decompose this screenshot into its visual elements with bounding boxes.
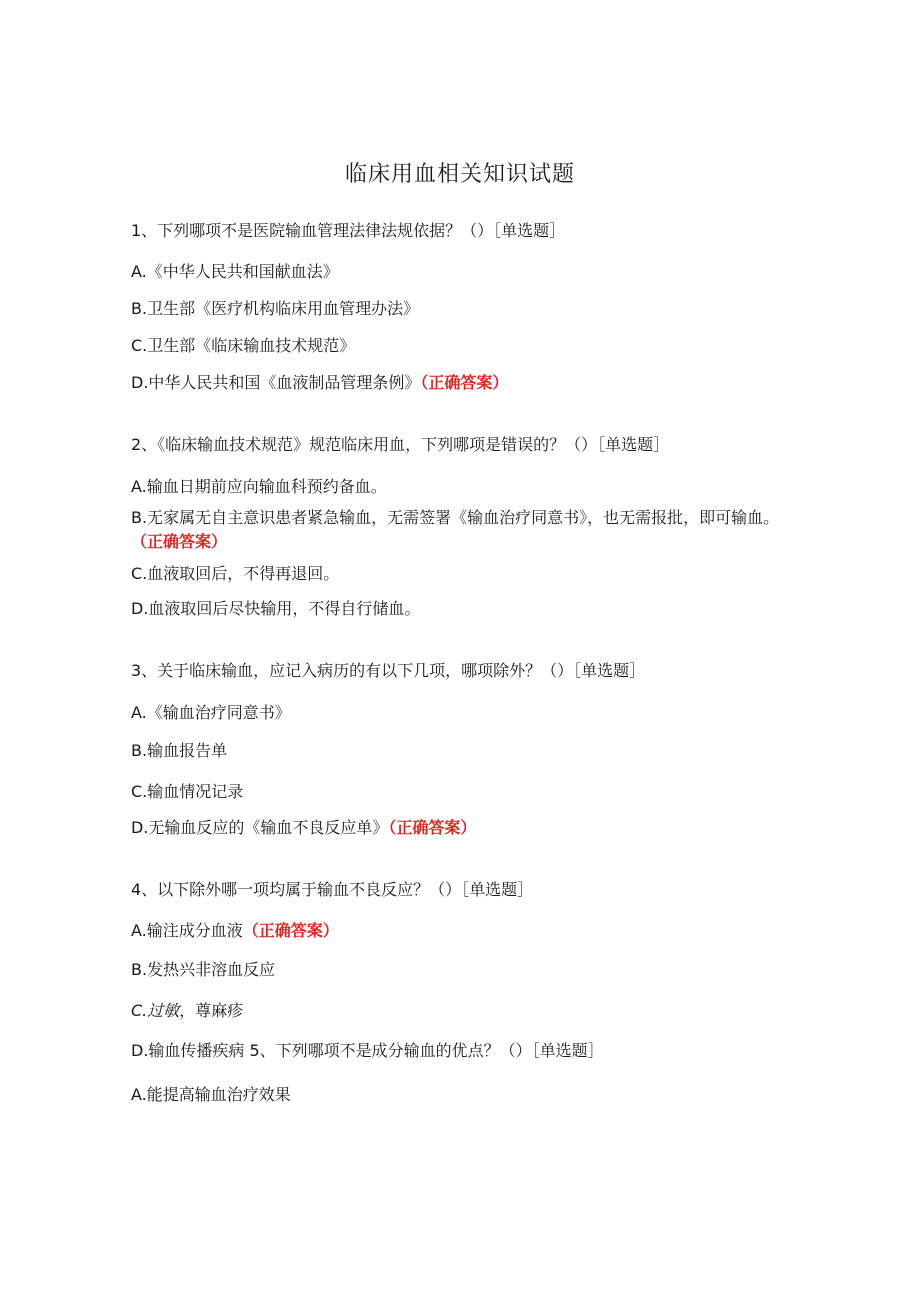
question-3-option-c: C.输血情况记录 bbox=[131, 782, 244, 801]
question-1-option-b: B.卫生部《医疗机构临床用血管理办法》 bbox=[131, 299, 420, 318]
question-2-option-d: D.血液取回后尽快输用，不得自行储血。 bbox=[131, 599, 421, 618]
question-4-stem: 4、以下除外哪一项均属于输血不良反应？（）［单选题］ bbox=[131, 880, 534, 899]
page-title: 临床用血相关知识试题 bbox=[344, 162, 575, 187]
correct-answer-mark: （正确答案） bbox=[242, 921, 339, 940]
question-3-option-b: B.输血报告单 bbox=[131, 741, 228, 760]
option-text-italic: C.过敏 bbox=[131, 1001, 180, 1020]
question-4-option-d-question-5-stem: D.输血传播疾病 5、下列哪项不是成分输血的优点？（）［单选题］ bbox=[131, 1041, 604, 1060]
option-text: ，尊麻疹 bbox=[179, 1001, 244, 1020]
correct-answer-mark: （正确答案） bbox=[131, 532, 228, 551]
question-4-option-c bbox=[131, 999, 243, 1023]
question-3-option-a: A.《输血治疗同意书》 bbox=[131, 703, 291, 722]
question-3-option-d bbox=[131, 816, 476, 840]
question-2-option-a: A.输血日期前应向输血科预约备血。 bbox=[131, 477, 387, 496]
question-2-option-c: C.血液取回后，不得再退回。 bbox=[131, 564, 340, 583]
correct-answer-mark: （正确答案） bbox=[420, 373, 509, 392]
correct-answer-mark: （正确答案） bbox=[388, 818, 477, 837]
option-text: D.无输血反应的《输血不良反应单》 bbox=[131, 818, 389, 837]
option-text: D.中华人民共和国《血液制品管理条例》 bbox=[131, 373, 421, 392]
question-4-option-b: B.发热兴非溶血反应 bbox=[131, 960, 276, 979]
question-1-option-c: C.卫生部《临床输血技术规范》 bbox=[131, 336, 356, 355]
question-4-option-a bbox=[131, 919, 339, 943]
question-2-option-b bbox=[131, 506, 791, 554]
question-3-stem: 3、关于临床输血，应记入病历的有以下几项，哪项除外？（）［单选题］ bbox=[131, 661, 646, 680]
question-2-stem: 2、《临床输血技术规范》规范临床用血，下列哪项是错误的？（）［单选题］ bbox=[131, 435, 670, 454]
question-5-option-a: A.能提高输血治疗效果 bbox=[131, 1085, 291, 1104]
question-1-stem: 1、下列哪项不是医院输血管理法律法规依据？（）［单选题］ bbox=[131, 221, 566, 240]
option-text: A.输注成分血液 bbox=[131, 921, 243, 940]
option-text: B.无家属无自主意识患者紧急输血，无需签署《输血治疗同意书》，也无需报批，即可输血。 bbox=[131, 508, 780, 527]
question-1-option-a: A.《中华人民共和国献血法》 bbox=[131, 262, 339, 281]
question-1-option-d bbox=[131, 371, 508, 395]
